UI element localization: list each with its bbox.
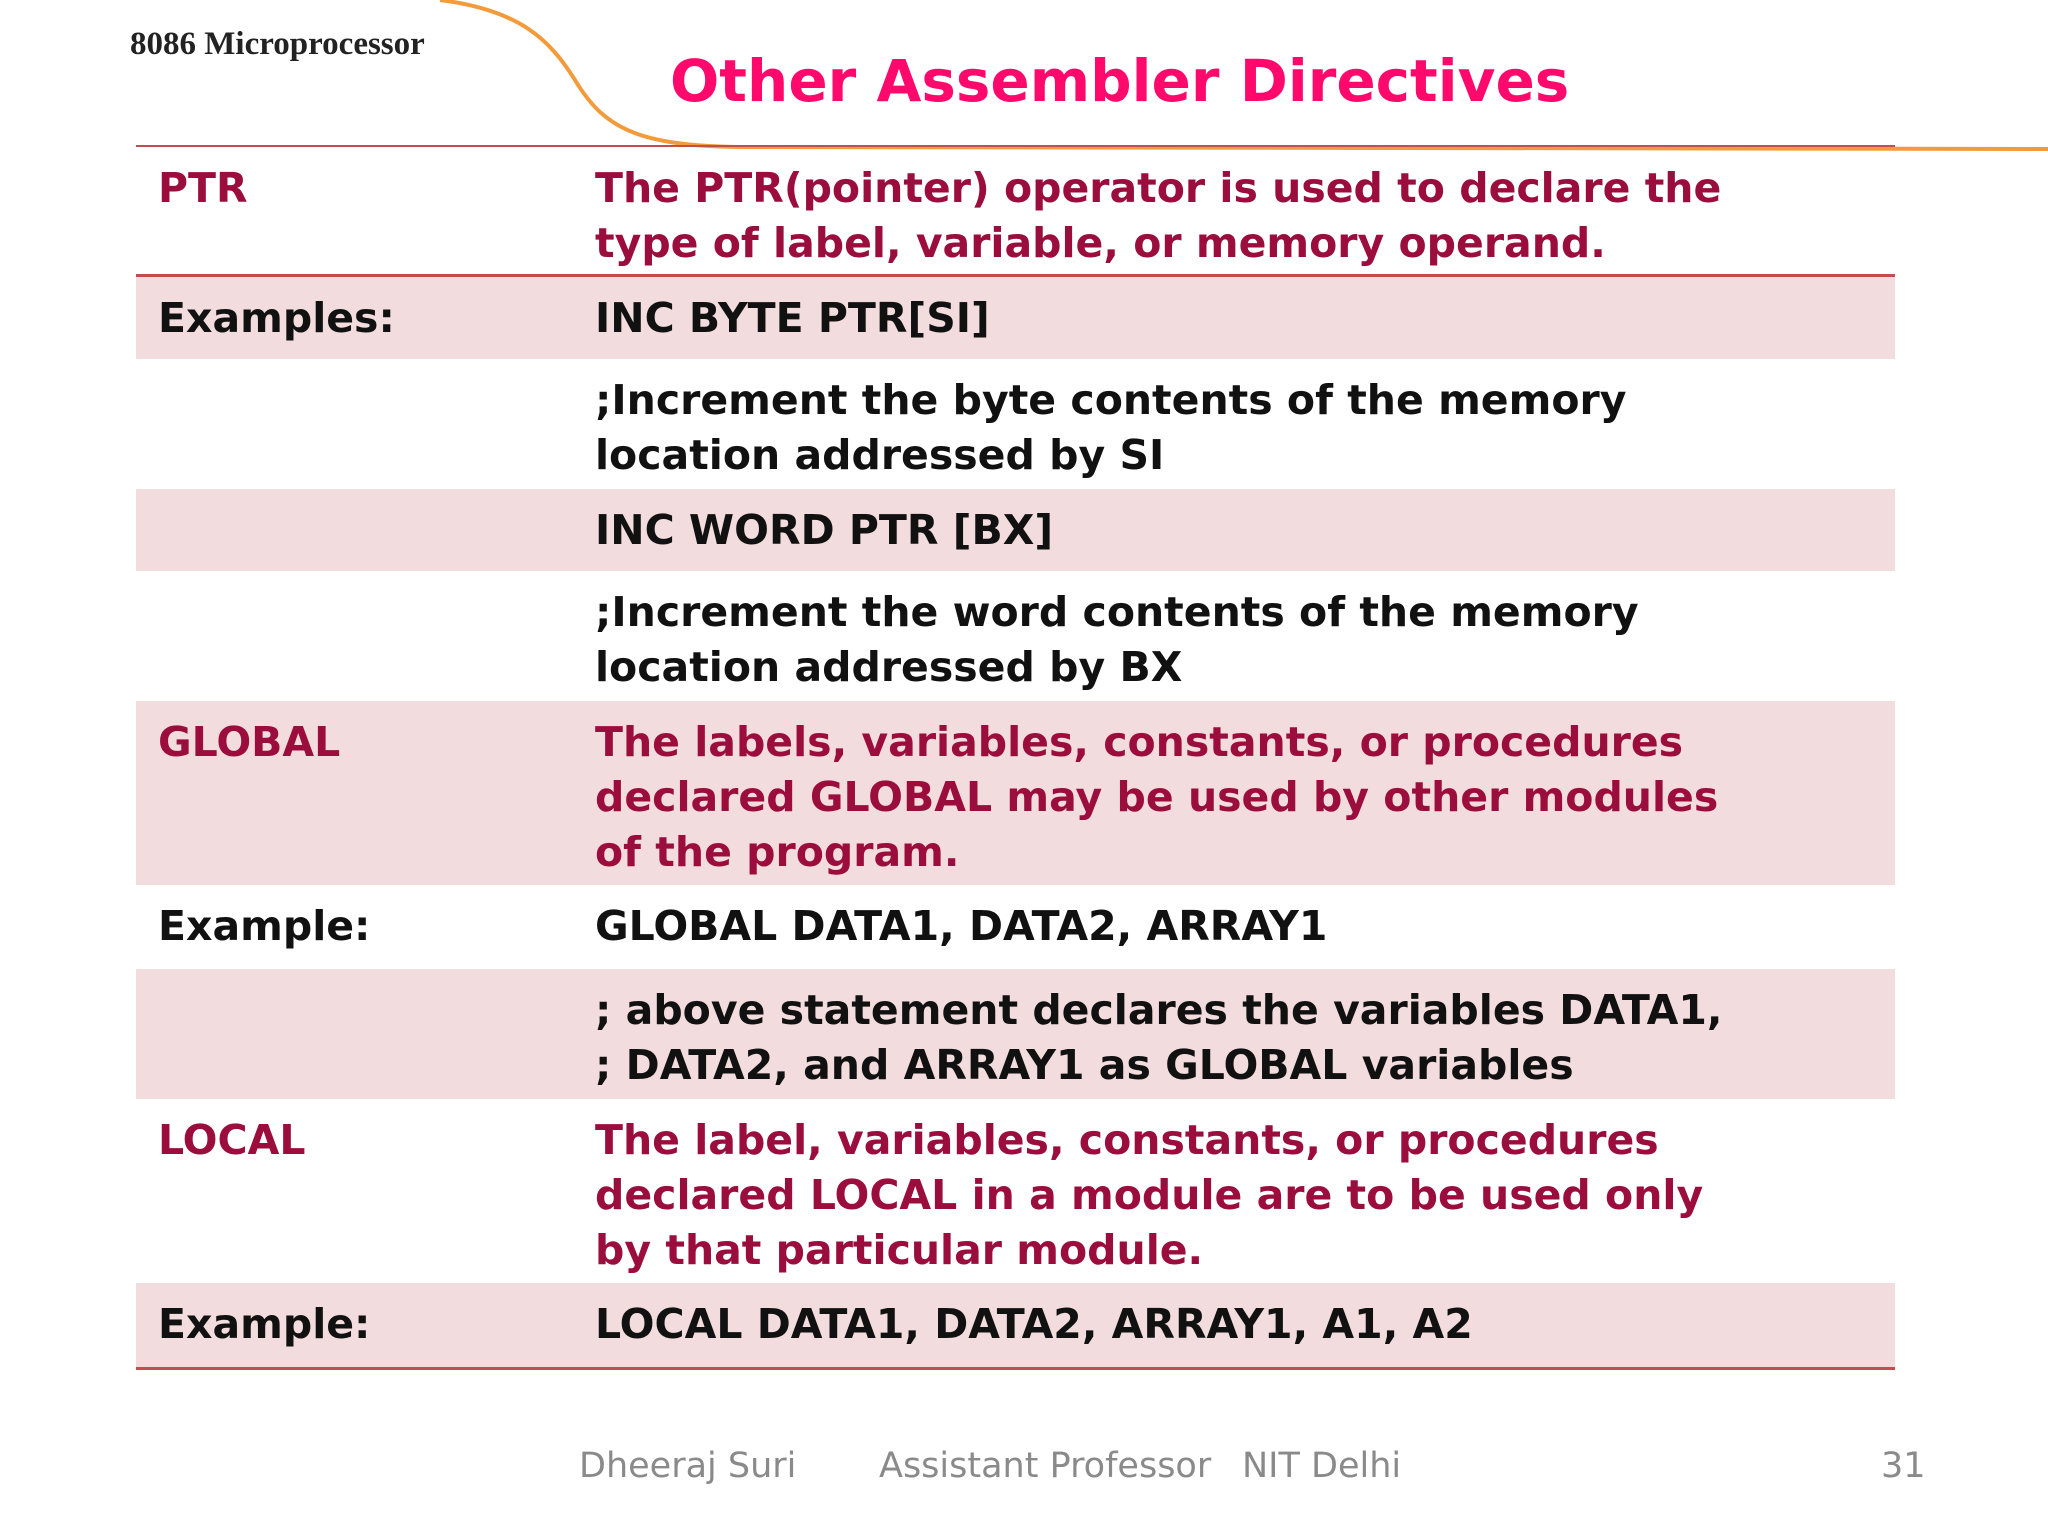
slide-title: Other Assembler Directives: [670, 47, 1570, 115]
course-name: 8086 Microprocessor: [130, 26, 425, 62]
row-description: ;Increment the word contents of the memory location addressed by BX: [595, 588, 1639, 691]
row-description: GLOBAL DATA1, DATA2, ARRAY1: [595, 902, 1328, 950]
row-description: The label, variables, constants, or procedures declared LOCAL in a module are to be used only by that particular module.: [595, 1116, 1704, 1274]
row-label: GLOBAL: [158, 718, 341, 766]
footer-author: Dheeraj Suri: [579, 1446, 797, 1486]
row-description: LOCAL DATA1, DATA2, ARRAY1, A1, A2: [595, 1300, 1473, 1348]
row-description: INC WORD PTR [BX]: [595, 506, 1054, 554]
row-label: Examples:: [158, 294, 395, 342]
page-number: 31: [1881, 1446, 1926, 1486]
directives-table: [136, 145, 1895, 1370]
table-row: [136, 1283, 1895, 1367]
table-row: [136, 147, 1895, 277]
table-row: [136, 277, 1895, 359]
footer-position: Assistant Professor: [879, 1446, 1212, 1486]
row-label: LOCAL: [158, 1116, 306, 1164]
table-row: [136, 701, 1895, 885]
row-description: ; above statement declares the variables DATA1, ; DATA2, and ARRAY1 as GLOBAL variables: [595, 986, 1723, 1089]
table-row: [136, 885, 1895, 969]
row-label: Example:: [158, 902, 371, 950]
row-description: The labels, variables, constants, or procedures declared GLOBAL may be used by other modules of the program.: [595, 718, 1719, 876]
table-row: [136, 571, 1895, 701]
table-row: [136, 1099, 1895, 1283]
row-description: ;Increment the byte contents of the memory location addressed by SI: [595, 376, 1627, 479]
table-row: [136, 969, 1895, 1099]
footer-institute: NIT Delhi: [1242, 1446, 1402, 1486]
slide-footer: [0, 1446, 2048, 1490]
row-label: Example:: [158, 1300, 371, 1348]
table-row: [136, 489, 1895, 571]
row-label: PTR: [158, 164, 248, 212]
table-row: [136, 359, 1895, 489]
row-description: INC BYTE PTR[SI]: [595, 294, 990, 342]
row-description: The PTR(pointer) operator is used to declare the type of label, variable, or memory operand.: [595, 164, 1722, 267]
